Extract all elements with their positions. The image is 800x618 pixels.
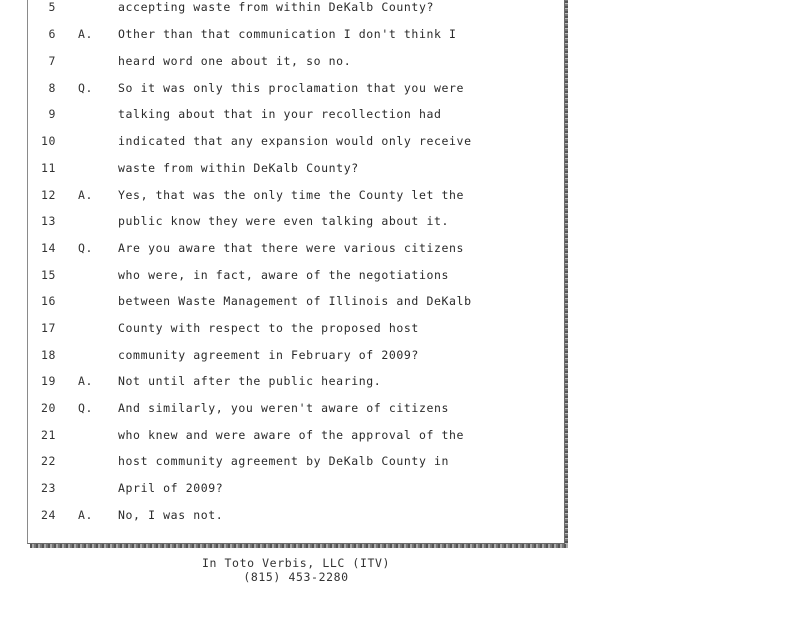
line-number: 23 [40,481,56,495]
line-number: 11 [40,161,56,175]
speaker-label: A. [78,188,94,202]
line-number: 14 [40,241,56,255]
line-text: Yes, that was the only time the County let the [118,188,465,202]
speaker-label: Q. [78,81,94,95]
line-text: who knew and were aware of the approval of the [118,428,465,442]
speaker-label: Q. [78,401,94,415]
line-number: 8 [48,81,56,95]
line-number: 12 [40,188,56,202]
line-number: 18 [40,348,56,362]
line-text: community agreement in February of 2009? [118,348,419,362]
footer-phone: (815) 453-2280 [243,570,349,584]
line-number: 22 [40,454,56,468]
speaker-label: A. [78,27,94,41]
line-number: 17 [40,321,56,335]
line-text: public know they were even talking about it. [118,214,450,228]
line-number: 20 [40,401,56,415]
speaker-label: Q. [78,241,94,255]
line-number: 7 [48,54,56,68]
page-shadow-bottom [30,544,568,548]
line-number: 24 [40,508,56,522]
line-number: 5 [48,0,56,14]
footer-company: In Toto Verbis, LLC (ITV) [201,556,391,570]
line-number: 15 [40,268,56,282]
line-text: So it was only this proclamation that you were [118,81,465,95]
line-number: 21 [40,428,56,442]
line-text: waste from within DeKalb County? [118,161,359,175]
line-number: 19 [40,374,56,388]
line-text: No, I was not. [118,508,224,522]
page-shadow-right [565,0,568,548]
line-number: 16 [40,294,56,308]
line-text: Not until after the public hearing. [118,374,382,388]
line-text: heard word one about it, so no. [118,54,352,68]
line-text: County with respect to the proposed host [118,321,419,335]
line-text: between Waste Management of Illinois and DeKalb [118,294,472,308]
line-text: April of 2009? [118,481,224,495]
line-text: accepting waste from within DeKalb County? [118,0,434,14]
line-number: 6 [48,27,56,41]
line-text: who were, in fact, aware of the negotiations [118,268,450,282]
line-text: Are you aware that there were various citizens [118,241,465,255]
line-text: And similarly, you weren't aware of citizens [118,401,450,415]
line-text: host community agreement by DeKalb County in [118,454,450,468]
line-text: indicated that any expansion would only receive [118,134,472,148]
line-number: 10 [40,134,56,148]
speaker-label: A. [78,374,94,388]
line-number: 13 [40,214,56,228]
speaker-label: A. [78,508,94,522]
line-text: talking about that in your recollection had [118,107,442,121]
line-text: Other than that communication I don't think I [118,27,457,41]
line-number: 9 [48,107,56,121]
